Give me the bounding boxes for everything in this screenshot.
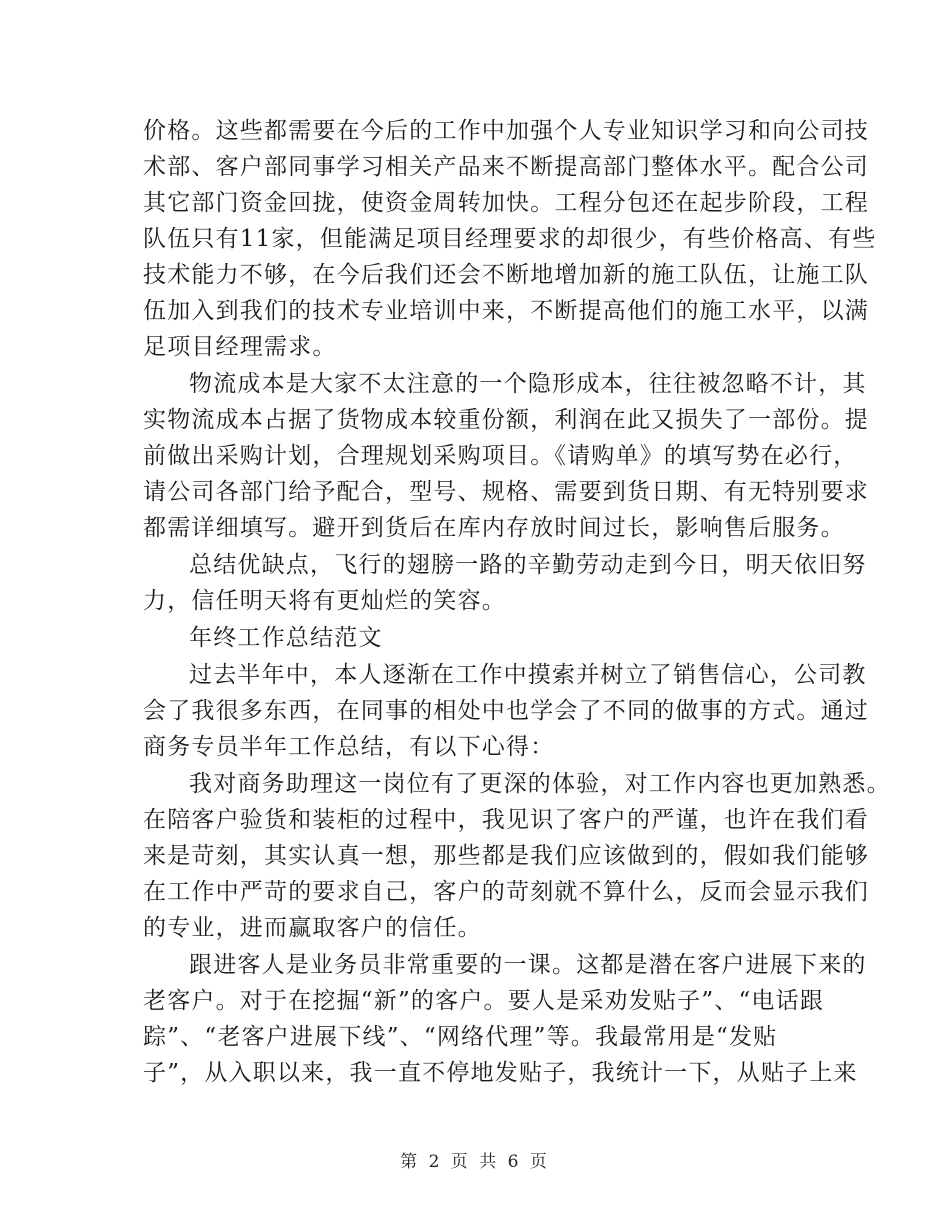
paragraph-line: 在工作中严苛的要求自己，客户的苛刻就不算什么，反而会显示我们 [143,879,869,905]
paragraph-line: 请公司各部门给予配合，型号、规格、需要到货日期、有无特别要求 [143,479,869,505]
paragraph-line: 前做出采购计划，合理规划采购项目。《请购单》的填写势在必行， [143,443,858,469]
paragraph-line: 物流成本是大家不太注意的一个隐形成本，往往被忽略不计，其 [189,371,867,397]
paragraph-line: 技术能力不够，在今后我们还会不断地增加新的施工队伍，让施工队 [143,262,869,288]
paragraph-line: 的专业，进而赢取客户的信任。 [143,915,482,941]
paragraph-line: 跟进客人是业务员非常重要的一课。这都是潜在客户进展下来的 [189,952,867,978]
paragraph-line: 在陪客户验货和装柜的过程中，我见识了客户的严谨，也许在我们看 [143,807,869,833]
paragraph-line: 伍加入到我们的技术专业培训中来，不断提高他们的施工水平，以满 [143,298,869,324]
paragraph-line: 队伍只有11家，但能满足项目经理要求的却很少，有些价格高、有些 [143,226,877,252]
paragraph-line: 术部、客户部同事学习相关产品来不断提高部门整体水平。配合公司 [143,154,869,180]
paragraph-line: 价格。这些都需要在今后的工作中加强个人专业知识学习和向公司技 [143,118,869,144]
paragraph-line: 踪”、“老客户进展下线”、“网络代理”等。我最常用是“发贴 [143,1024,778,1050]
paragraph-line: 老客户。对于在挖掘“新”的客户。要人是采劝发贴子”、“电话跟 [143,988,825,1014]
paragraph-line: 来是苛刻，其实认真一想，那些都是我们应该做到的，假如我们能够 [143,843,869,869]
paragraph-line: 我对商务助理这一岗位有了更深的体验，对工作内容也更加熟悉。 [189,771,891,797]
paragraph-line: 其它部门资金回拢，使资金周转加快。工程分包还在起步阶段，工程 [143,190,869,216]
page-number-footer: 第 2 页 共 6 页 [400,1152,550,1172]
paragraph-line: 力，信任明天将有更灿烂的笑容。 [143,588,506,614]
paragraph-line: 总结优缺点，飞行的翅膀一路的辛勤劳动走到今日，明天依旧努 [189,552,867,578]
paragraph-line: 都需详细填写。避开到货后在库内存放时间过长，影响售后服务。 [143,515,845,541]
paragraph-line: 足项目经理需求。 [143,334,337,360]
paragraph-line: 过去半年中，本人逐渐在工作中摸索并树立了销售信心，公司教 [189,662,867,688]
paragraph-line: 会了我很多东西，在同事的相处中也学会了不同的做事的方式。通过 [143,698,869,724]
paragraph-line: 实物流成本占据了货物成本较重份额，利润在此又损失了一部份。提 [143,407,869,433]
section-heading: 年终工作总结范文 [189,625,383,651]
paragraph-line: 商务专员半年工作总结，有以下心得： [143,734,555,760]
paragraph-line: 子”，从入职以来，我一直不停地发贴子，我统计一下，从贴子上来 [143,1060,858,1086]
